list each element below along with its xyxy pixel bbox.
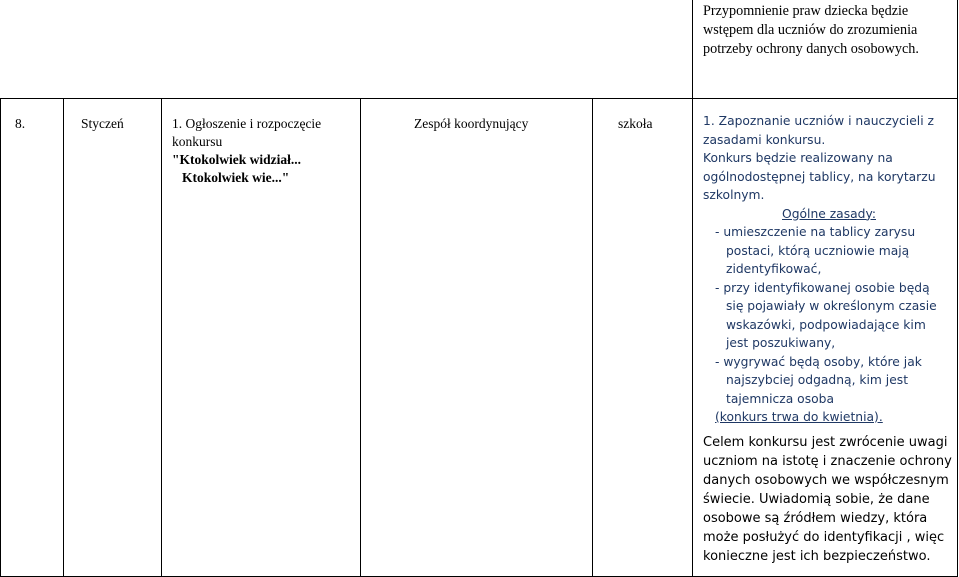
intro-line: szkolnym.: [703, 188, 765, 202]
goal-line: może posłużyć do identyfikacji , więc: [703, 530, 945, 545]
intro-line: Konkurs będzie realizowany na: [703, 151, 893, 165]
intro-line: 1. Zapoznanie uczniów i nauczycieli z: [703, 114, 934, 128]
rule-line: zidentyfikować,: [726, 262, 822, 276]
goal-line: osobowe są źródłem wiedzy, która: [703, 511, 928, 526]
task-line: 1. Ogłoszenie i rozpoczęcie: [172, 116, 322, 131]
table-border-after-responsible: [592, 98, 593, 577]
rules-heading: Ogólne zasady:: [782, 206, 876, 221]
top-text-line: Przypomnienie praw dziecka będzie: [703, 3, 909, 19]
row-task-cell: [172, 115, 352, 187]
table-border-after-task: [360, 98, 361, 577]
goal-line: świecie. Uwiadomią sobie, że dane: [703, 492, 930, 507]
table-border-after-place: [692, 0, 693, 577]
goal-line: Celem konkursu jest zwrócenie uwagi: [703, 435, 948, 450]
rule-line: wskazówki, podpowiadające kim: [726, 317, 926, 332]
row-responsible: Zespół koordynujący: [414, 116, 529, 131]
description-intro: [703, 112, 955, 427]
table-row-separator: [0, 98, 958, 99]
rule-line: - umieszczenie na tablicy zarysu: [715, 225, 916, 239]
rule-line: najszybciej odgadną, kim jest: [726, 373, 909, 387]
contest-duration: (konkurs trwa do kwietnia).: [715, 410, 883, 424]
table-border-after-number: [63, 98, 64, 577]
rule-line: tajemnicza osoba: [726, 391, 834, 406]
goal-line: danych osobowych we współczesnym: [703, 473, 949, 488]
task-line: konkursu: [172, 134, 223, 149]
goal-line: uczniom na istotę i znaczenie ochrony: [703, 454, 952, 469]
rule-line: - przy identyfikowanej osobie będą: [715, 280, 930, 295]
intro-line: ogólnodostępnej tablicy, na korytarzu: [703, 169, 936, 184]
table-border-left-outer: [0, 98, 1, 577]
description-goal: [703, 433, 952, 566]
intro-line: zasadami konkursu.: [703, 132, 826, 147]
top-text-line: potrzeby ochrony danych osobowych.: [703, 41, 919, 57]
table-border-right-outer: [957, 0, 958, 577]
rule-line: postaci, którą uczniowie mają: [726, 243, 910, 258]
top-text-line: wstępem dla uczniów do zrozumienia: [703, 22, 918, 38]
task-title-line: Ktokolwiek wie...": [182, 170, 290, 185]
top-description-cell: [703, 2, 953, 59]
rule-line: - wygrywać będą osoby, które jak: [715, 354, 922, 369]
goal-line: konieczne jest ich bezpieczeństwo.: [703, 549, 931, 564]
rule-line: się pojawiały w określonym czasie: [726, 299, 937, 313]
task-title-line: "Ktokolwiek widział...: [172, 152, 302, 167]
row-place: szkoła: [618, 116, 653, 131]
rule-line: jest poszukiwany,: [726, 336, 836, 350]
row-month: Styczeń: [81, 116, 124, 131]
table-border-after-month: [161, 98, 162, 577]
row-number: 8.: [15, 116, 26, 131]
